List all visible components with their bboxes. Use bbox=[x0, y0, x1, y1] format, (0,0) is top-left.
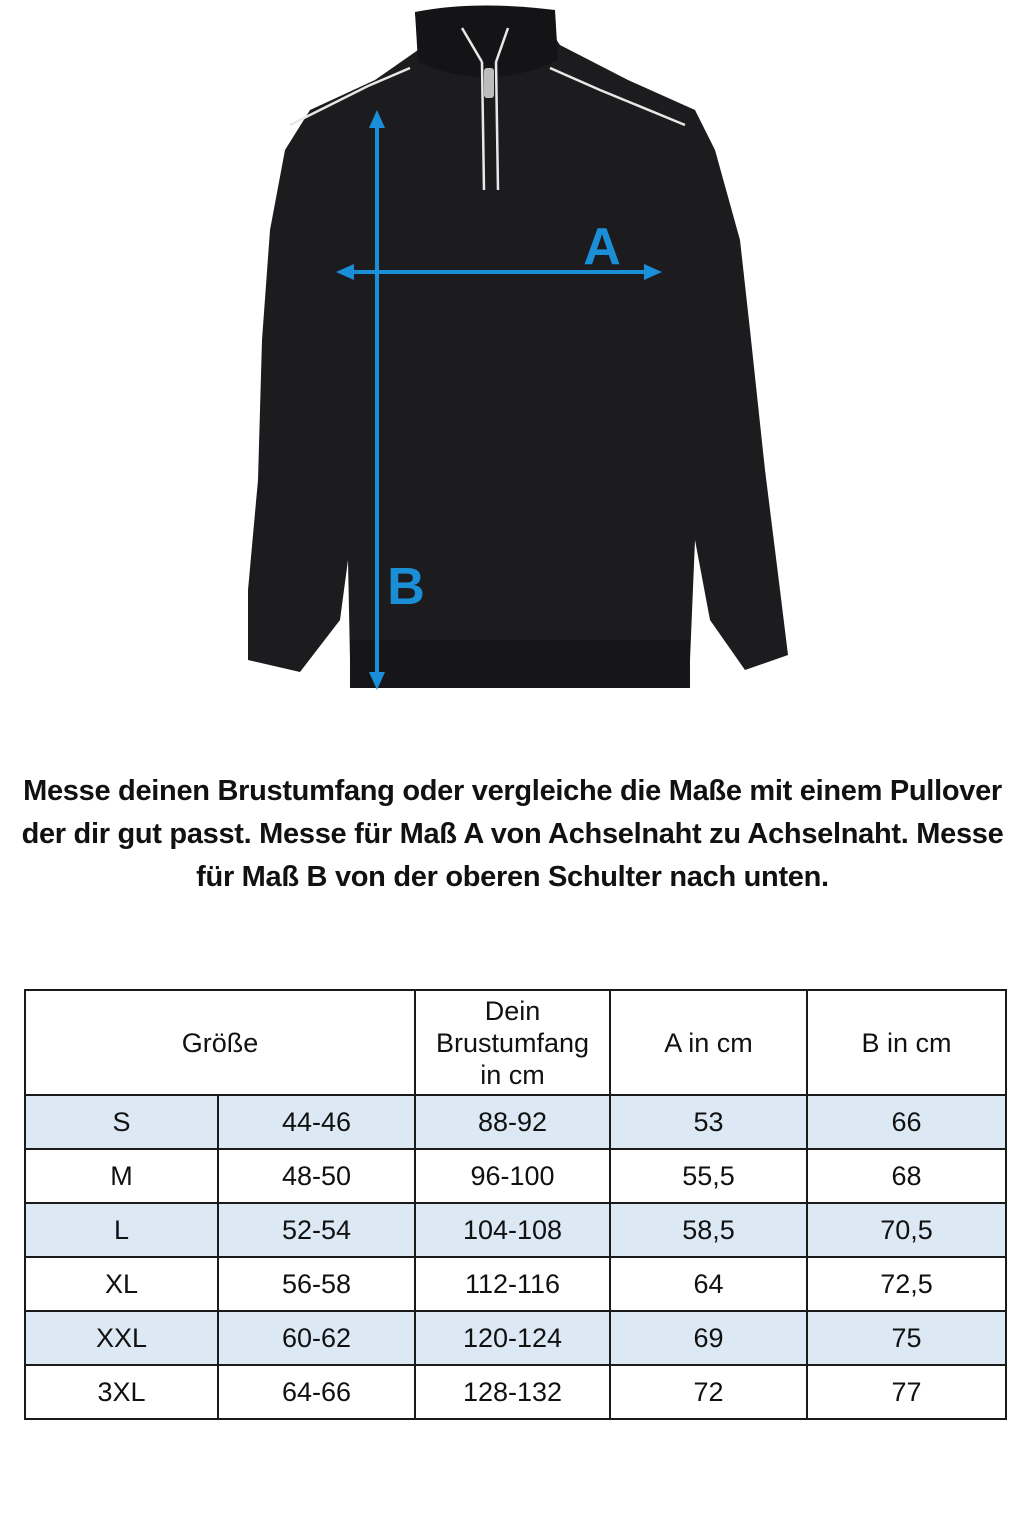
sweater-body bbox=[248, 8, 788, 688]
table-row bbox=[25, 1365, 1006, 1419]
zipper-pull-icon bbox=[484, 68, 494, 98]
cell-size: XXL bbox=[25, 1311, 218, 1365]
sweater-measurement-diagram bbox=[240, 0, 800, 700]
label-b: B bbox=[387, 558, 425, 616]
cell-b: 72,5 bbox=[807, 1257, 1006, 1311]
cell-eu-size: 52-54 bbox=[218, 1203, 415, 1257]
size-chart-table bbox=[24, 989, 1007, 1420]
collar bbox=[415, 5, 558, 78]
cell-chest: 96-100 bbox=[415, 1149, 610, 1203]
header-size: Größe bbox=[25, 990, 415, 1095]
cell-eu-size: 44-46 bbox=[218, 1095, 415, 1149]
cell-a: 55,5 bbox=[610, 1149, 807, 1203]
header-chest: Dein Brustumfang in cm bbox=[415, 990, 610, 1095]
table-row bbox=[25, 1311, 1006, 1365]
measuring-instructions: Messe deinen Brustumfang oder vergleiche die Maße mit einem Pullover der dir gut passt. Messe für Maß A von Achselnaht zu Achselnaht. Messe für Maß B von der oberen Schulter nach unten. bbox=[21, 775, 1004, 893]
header-a: A in cm bbox=[610, 990, 807, 1095]
table-row bbox=[25, 1257, 1006, 1311]
cell-chest: 120-124 bbox=[415, 1311, 610, 1365]
cell-eu-size: 56-58 bbox=[218, 1257, 415, 1311]
cell-size: 3XL bbox=[25, 1365, 218, 1419]
cell-eu-size: 48-50 bbox=[218, 1149, 415, 1203]
cell-a: 53 bbox=[610, 1095, 807, 1149]
cell-b: 68 bbox=[807, 1149, 1006, 1203]
cell-size: M bbox=[25, 1149, 218, 1203]
cell-a: 69 bbox=[610, 1311, 807, 1365]
cell-chest: 112-116 bbox=[415, 1257, 610, 1311]
cell-chest: 128-132 bbox=[415, 1365, 610, 1419]
table-row bbox=[25, 1149, 1006, 1203]
label-a: A bbox=[583, 218, 621, 276]
cell-b: 77 bbox=[807, 1365, 1006, 1419]
cell-b: 70,5 bbox=[807, 1203, 1006, 1257]
cell-size: L bbox=[25, 1203, 218, 1257]
table-row bbox=[25, 1095, 1006, 1149]
cell-size: XL bbox=[25, 1257, 218, 1311]
cell-chest: 88-92 bbox=[415, 1095, 610, 1149]
cell-a: 64 bbox=[610, 1257, 807, 1311]
cell-b: 66 bbox=[807, 1095, 1006, 1149]
cell-a: 58,5 bbox=[610, 1203, 807, 1257]
cell-chest: 104-108 bbox=[415, 1203, 610, 1257]
cell-a: 72 bbox=[610, 1365, 807, 1419]
cell-size: S bbox=[25, 1095, 218, 1149]
table-header-row bbox=[25, 990, 1006, 1095]
cell-eu-size: 60-62 bbox=[218, 1311, 415, 1365]
sweater-illustration bbox=[240, 0, 800, 700]
cell-b: 75 bbox=[807, 1311, 1006, 1365]
cell-eu-size: 64-66 bbox=[218, 1365, 415, 1419]
table-row bbox=[25, 1203, 1006, 1257]
header-b: B in cm bbox=[807, 990, 1006, 1095]
